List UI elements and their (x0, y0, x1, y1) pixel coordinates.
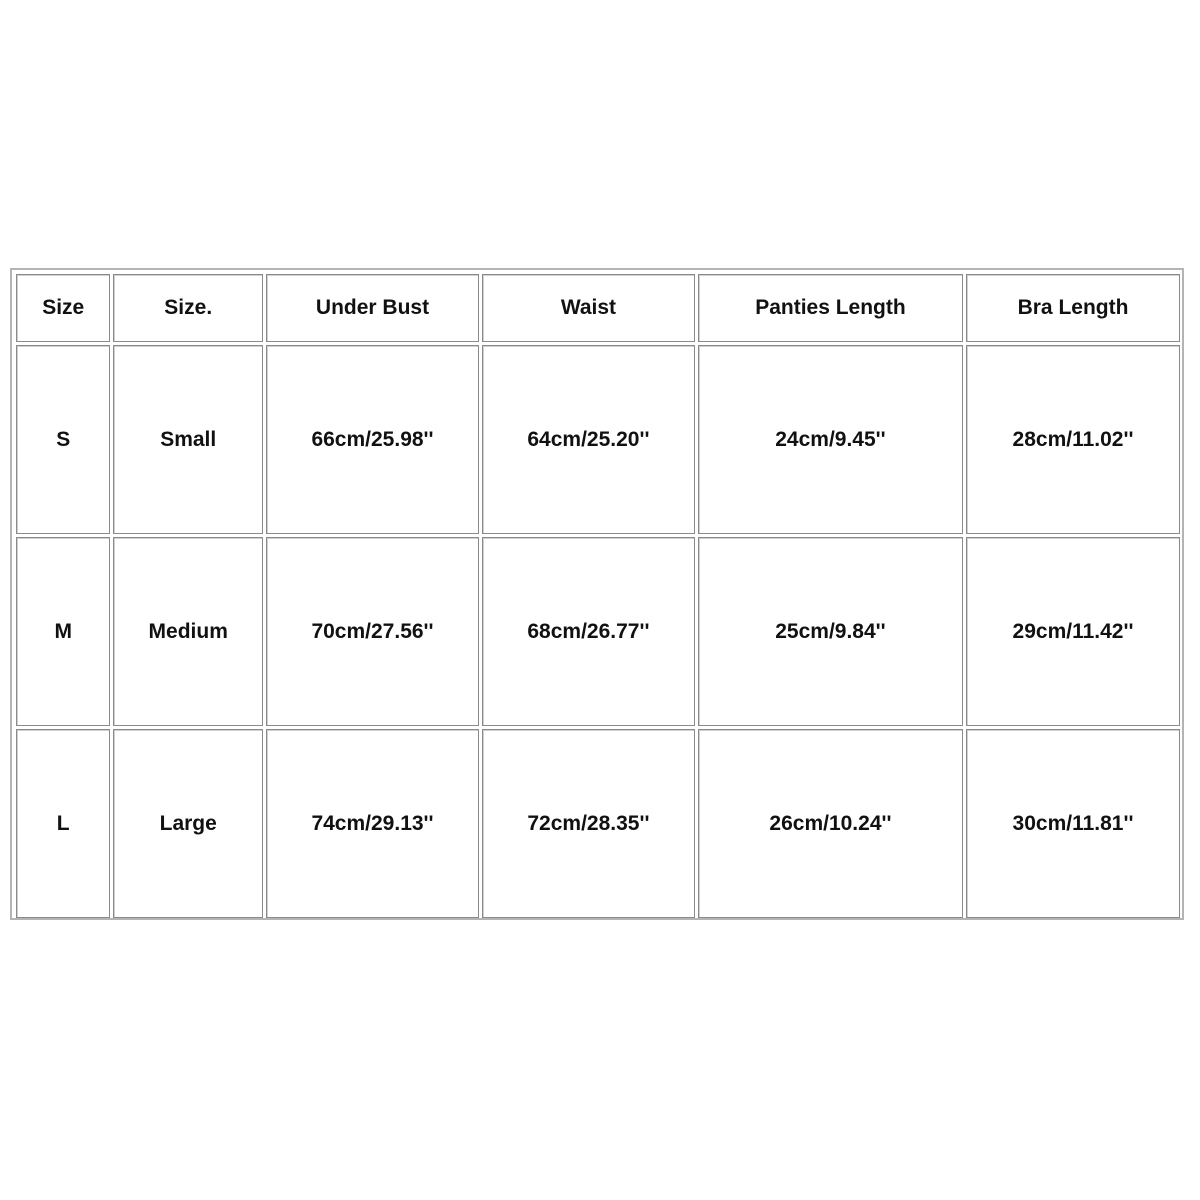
cell-size: M (16, 537, 110, 726)
table-row (16, 729, 1180, 918)
cell-size-name: Large (113, 729, 263, 918)
cell-bra-length: 28cm/11.02'' (966, 345, 1180, 534)
table-header-row (16, 274, 1180, 342)
cell-under-bust: 66cm/25.98'' (266, 345, 479, 534)
header-size: Size (16, 274, 110, 342)
cell-waist: 64cm/25.20'' (482, 345, 695, 534)
cell-panties-length: 25cm/9.84'' (698, 537, 963, 726)
cell-waist: 68cm/26.77'' (482, 537, 695, 726)
cell-under-bust: 70cm/27.56'' (266, 537, 479, 726)
table-row (16, 537, 1180, 726)
cell-bra-length: 30cm/11.81'' (966, 729, 1180, 918)
cell-size-name: Small (113, 345, 263, 534)
cell-under-bust: 74cm/29.13'' (266, 729, 479, 918)
size-chart-table (13, 271, 1183, 921)
table-row (16, 345, 1180, 534)
cell-bra-length: 29cm/11.42'' (966, 537, 1180, 726)
cell-size: S (16, 345, 110, 534)
header-panties-length: Panties Length (698, 274, 963, 342)
cell-size: L (16, 729, 110, 918)
header-size-name: Size. (113, 274, 263, 342)
cell-panties-length: 24cm/9.45'' (698, 345, 963, 534)
header-under-bust: Under Bust (266, 274, 479, 342)
size-chart (10, 268, 1184, 920)
cell-size-name: Medium (113, 537, 263, 726)
header-bra-length: Bra Length (966, 274, 1180, 342)
cell-panties-length: 26cm/10.24'' (698, 729, 963, 918)
header-waist: Waist (482, 274, 695, 342)
cell-waist: 72cm/28.35'' (482, 729, 695, 918)
